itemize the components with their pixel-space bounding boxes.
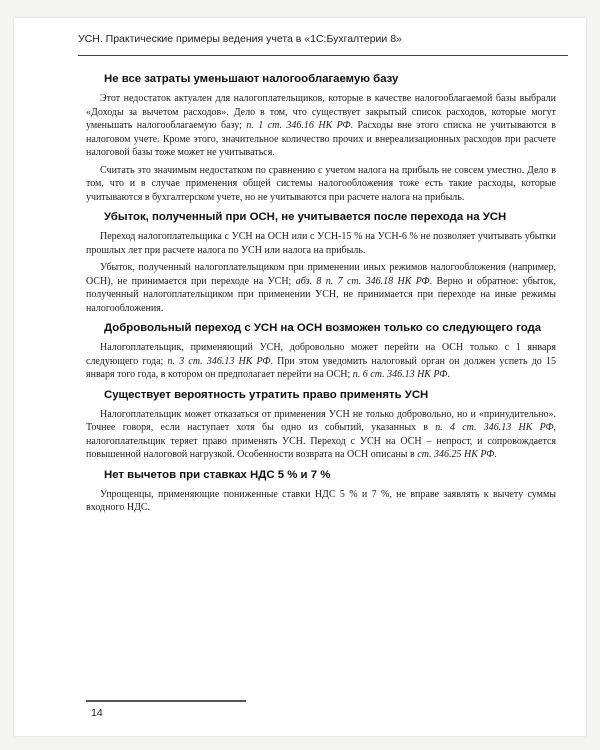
text-run: . При этом уведомить налоговый орган он должен успеть до 15 января того года, в котором он предполагает перейти на ОСН; xyxy=(86,355,556,380)
running-header: УСН. Практические примеры ведения учета в «1С:Бухгалтерии 8» xyxy=(78,33,402,45)
body-paragraph xyxy=(86,488,556,515)
text-run: Переход налогоплательщика с УСН на ОСН или с УСН-15 % на УСН-6 % не позволяет учитывать убытки прошлых лет при расчете налога по УСН или налога на прибыль. xyxy=(86,231,556,256)
law-reference: п. 4 ст. 346.13 НК РФ xyxy=(435,422,554,433)
section-heading: Убыток, полученный при ОСН, не учитывается после перехода на УСН xyxy=(104,211,507,223)
body-paragraph xyxy=(86,261,556,315)
text-run: Считать это значимым недостатком по сравнению с учетом налога на прибыль не совсем уместно. Дело в том, что и в случае применения общей системы налогообложения тоже есть такие расходы, которые учитываются в бухгалтерском учете, но не учитываются при расчете налога на прибыль. xyxy=(86,164,556,203)
header-rule xyxy=(78,55,568,56)
body-paragraph xyxy=(86,341,556,382)
section-heading: Добровольный переход с УСН на ОСН возможен только со следующего года xyxy=(104,322,542,334)
footer-rule xyxy=(86,700,246,702)
body-paragraph xyxy=(86,92,556,160)
law-reference: п. 6 ст. 346.13 НК РФ xyxy=(352,369,448,380)
text-run: . xyxy=(447,369,450,380)
law-reference: ст. 346.25 НК РФ xyxy=(417,449,495,460)
section xyxy=(86,468,556,515)
text-run: Этот недостаток актуален для налогоплательщиков, которые в качестве налогооблагаемой базы выбрали «Доходы за вычетом расходов». Дело в том, что существует закрытый список расходов, которые могут уменьшать налогооблагаемую базу; xyxy=(86,93,556,131)
page-content xyxy=(86,66,556,521)
text-run: . xyxy=(494,449,497,460)
section-heading: Нет вычетов при ставках НДС 5 % и 7 % xyxy=(104,468,331,481)
law-reference: абз. 8 п. 7 ст. 346.18 НК РФ xyxy=(295,275,430,287)
text-run: Налогоплательщик, применяющий УСН, добровольно может перейти на ОСН только с 1 января следующего года; xyxy=(86,342,556,367)
section xyxy=(86,72,556,204)
body-paragraph xyxy=(86,230,556,257)
text-run: . Расходы вне этого списка не учитываются в налоговом учете. Кроме этого, значительное количество прочих и внереализационных расходов при расчете налоговой базы тоже может не учитываться. xyxy=(86,120,556,158)
text-run: Упрощенцы, применяющие пониженные ставки НДС 5 % и 7 %, не вправе заявлять к вычету суммы входного НДС. xyxy=(86,488,556,513)
body-paragraph xyxy=(86,408,556,462)
law-reference: п. 1 ст. 346.16 НК РФ xyxy=(246,120,351,131)
text-run: Убыток, полученный налогоплательщиком при применении иных режимов налогообложения (например, ОСН), не принимается при переходе на УСН; xyxy=(86,262,556,287)
section-heading: Существует вероятность утратить право применять УСН xyxy=(104,388,429,401)
text-run: Налогоплательщик может отказаться от применения УСН не только добровольно, но и «принудительно». Точнее говоря, если наступает хотя бы одно из событий, указанных в xyxy=(86,408,556,433)
section xyxy=(86,321,556,382)
section xyxy=(86,210,556,315)
text-run: . Верно и обратное: убыток, полученный налогоплательщиком при применении УСН, не принимается при переходе на иные режимы налогообложения. xyxy=(86,275,556,314)
section-heading: Не все затраты уменьшают налогооблагаемую базу xyxy=(104,73,399,85)
section xyxy=(86,388,556,462)
body-paragraph xyxy=(86,164,556,205)
text-run: , налогоплательщик теряет право применять УСН. Переход с УСН на ОСН – непрост, и сопровождается повышенной налоговой нагрузкой. Особенности возврата на ОСН описаны в xyxy=(86,422,556,460)
page-number: 14 xyxy=(91,707,103,719)
law-reference: п. 3 ст. 346.13 НК РФ xyxy=(167,355,271,367)
